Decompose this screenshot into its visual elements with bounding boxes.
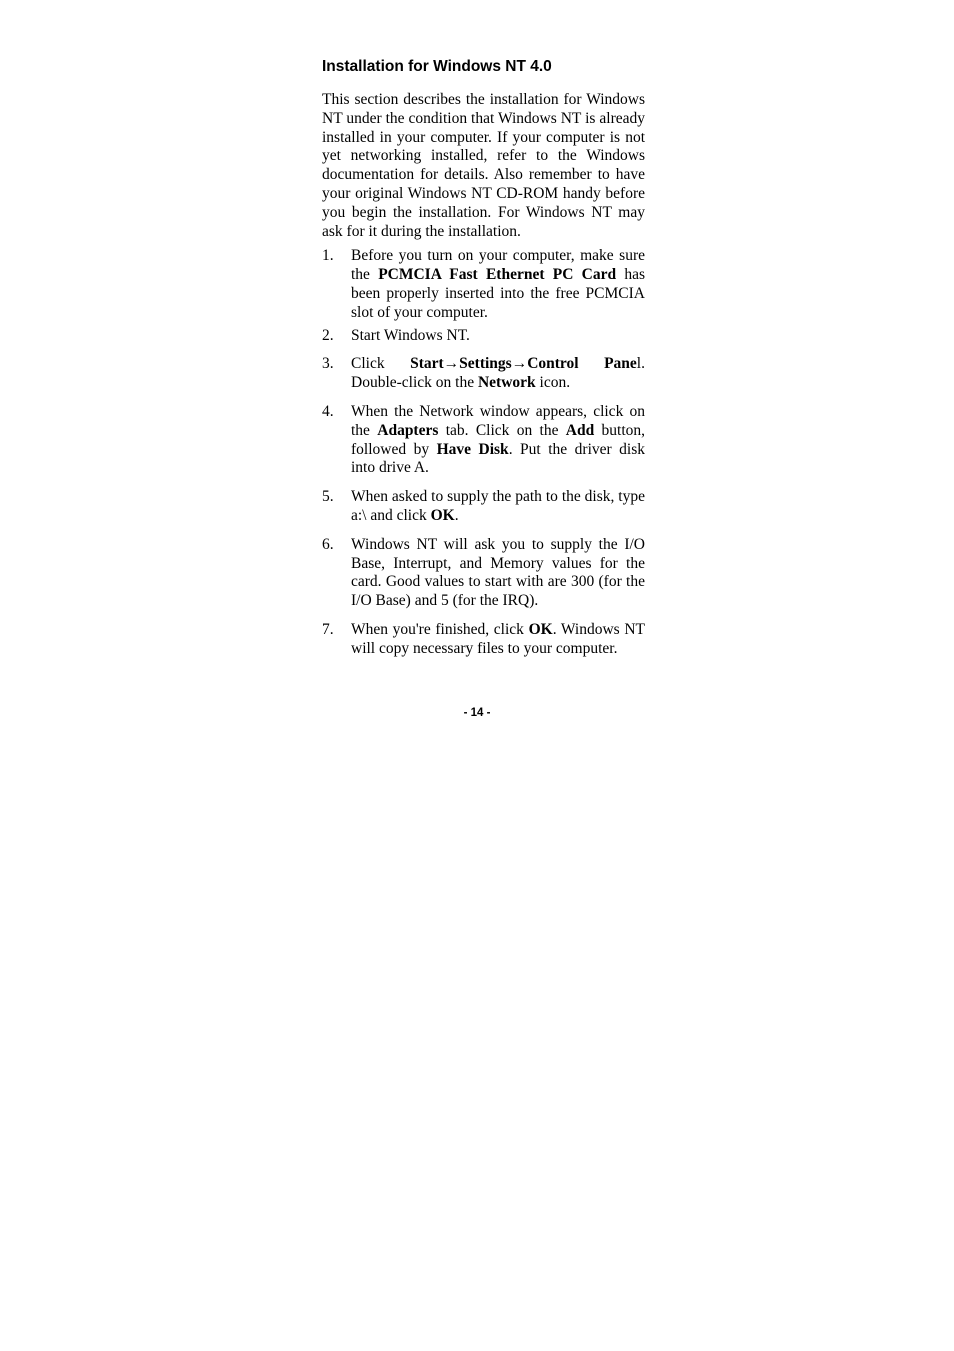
step-text: button, followed by bbox=[351, 421, 645, 458]
step-text: l. Double-click on the bbox=[351, 355, 645, 392]
arrow-right-icon: → bbox=[443, 355, 460, 373]
step-bold: PCMCIA Fast Ethernet PC Card bbox=[378, 266, 617, 284]
step-text: When the Network window appears, click on the bbox=[351, 402, 645, 439]
step-1 bbox=[322, 247, 645, 322]
step-number: 2. bbox=[322, 326, 334, 344]
step-bold: Control Pane bbox=[527, 355, 637, 373]
page-number: - 14 - bbox=[463, 707, 491, 719]
intro-paragraph: This section describes the installation for Windows NT under the condition that Windows NT is already installed in your computer. If your computer is not yet networking installed, refer to the Windows documentation for details. Also remember to have your original Windows NT CD-ROM handy before you begin the installation. For Windows NT may ask for it during the installation. bbox=[322, 91, 645, 240]
step-text: . bbox=[454, 506, 459, 524]
step-text: Windows NT will ask you to supply the I/O Base, Interrupt, and Memory values for the card. Good values to start with are 300 (for the I/O Base) and 5 (for the IRQ). bbox=[351, 535, 645, 610]
step-number: 1. bbox=[322, 247, 334, 265]
step-bold: Add bbox=[565, 421, 595, 439]
step-bold: Adapters bbox=[377, 421, 439, 439]
step-number: 7. bbox=[322, 620, 334, 638]
step-bold: OK bbox=[528, 620, 553, 638]
step-text: When you're finished, click bbox=[351, 620, 529, 638]
step-text: When asked to supply the path to the disk, type a:\ and click bbox=[351, 488, 645, 524]
step-text: . Put the driver disk into drive A. bbox=[351, 440, 645, 477]
step-bold: Have Disk bbox=[436, 440, 509, 458]
step-2 bbox=[322, 327, 645, 346]
step-bold: Start bbox=[410, 355, 444, 373]
step-bold: Network bbox=[477, 374, 536, 392]
step-bold: OK bbox=[430, 506, 455, 524]
installation-steps bbox=[322, 247, 645, 658]
step-number: 6. bbox=[322, 535, 334, 553]
step-text: has been properly inserted into the free PCMCIA slot of your computer. bbox=[351, 266, 646, 321]
document-page bbox=[322, 58, 645, 659]
step-text: Click bbox=[351, 355, 411, 373]
step-7 bbox=[322, 621, 645, 659]
step-text: icon. bbox=[535, 374, 571, 392]
step-text: Start Windows NT. bbox=[351, 326, 470, 344]
step-text: Before you turn on your computer, make sure the bbox=[351, 247, 645, 284]
step-4 bbox=[322, 403, 645, 478]
step-text: tab. Click on the bbox=[438, 421, 566, 439]
step-bold: Settings bbox=[459, 355, 512, 373]
step-3 bbox=[322, 355, 645, 393]
step-number: 5. bbox=[322, 488, 334, 506]
step-number: 3. bbox=[322, 355, 334, 373]
step-text: . Windows NT will copy necessary files to your computer. bbox=[351, 620, 645, 657]
section-heading: Installation for Windows NT 4.0 bbox=[322, 58, 552, 75]
step-number: 4. bbox=[322, 402, 334, 420]
step-5 bbox=[322, 488, 645, 526]
arrow-right-icon: → bbox=[511, 355, 528, 373]
step-6 bbox=[322, 536, 645, 611]
